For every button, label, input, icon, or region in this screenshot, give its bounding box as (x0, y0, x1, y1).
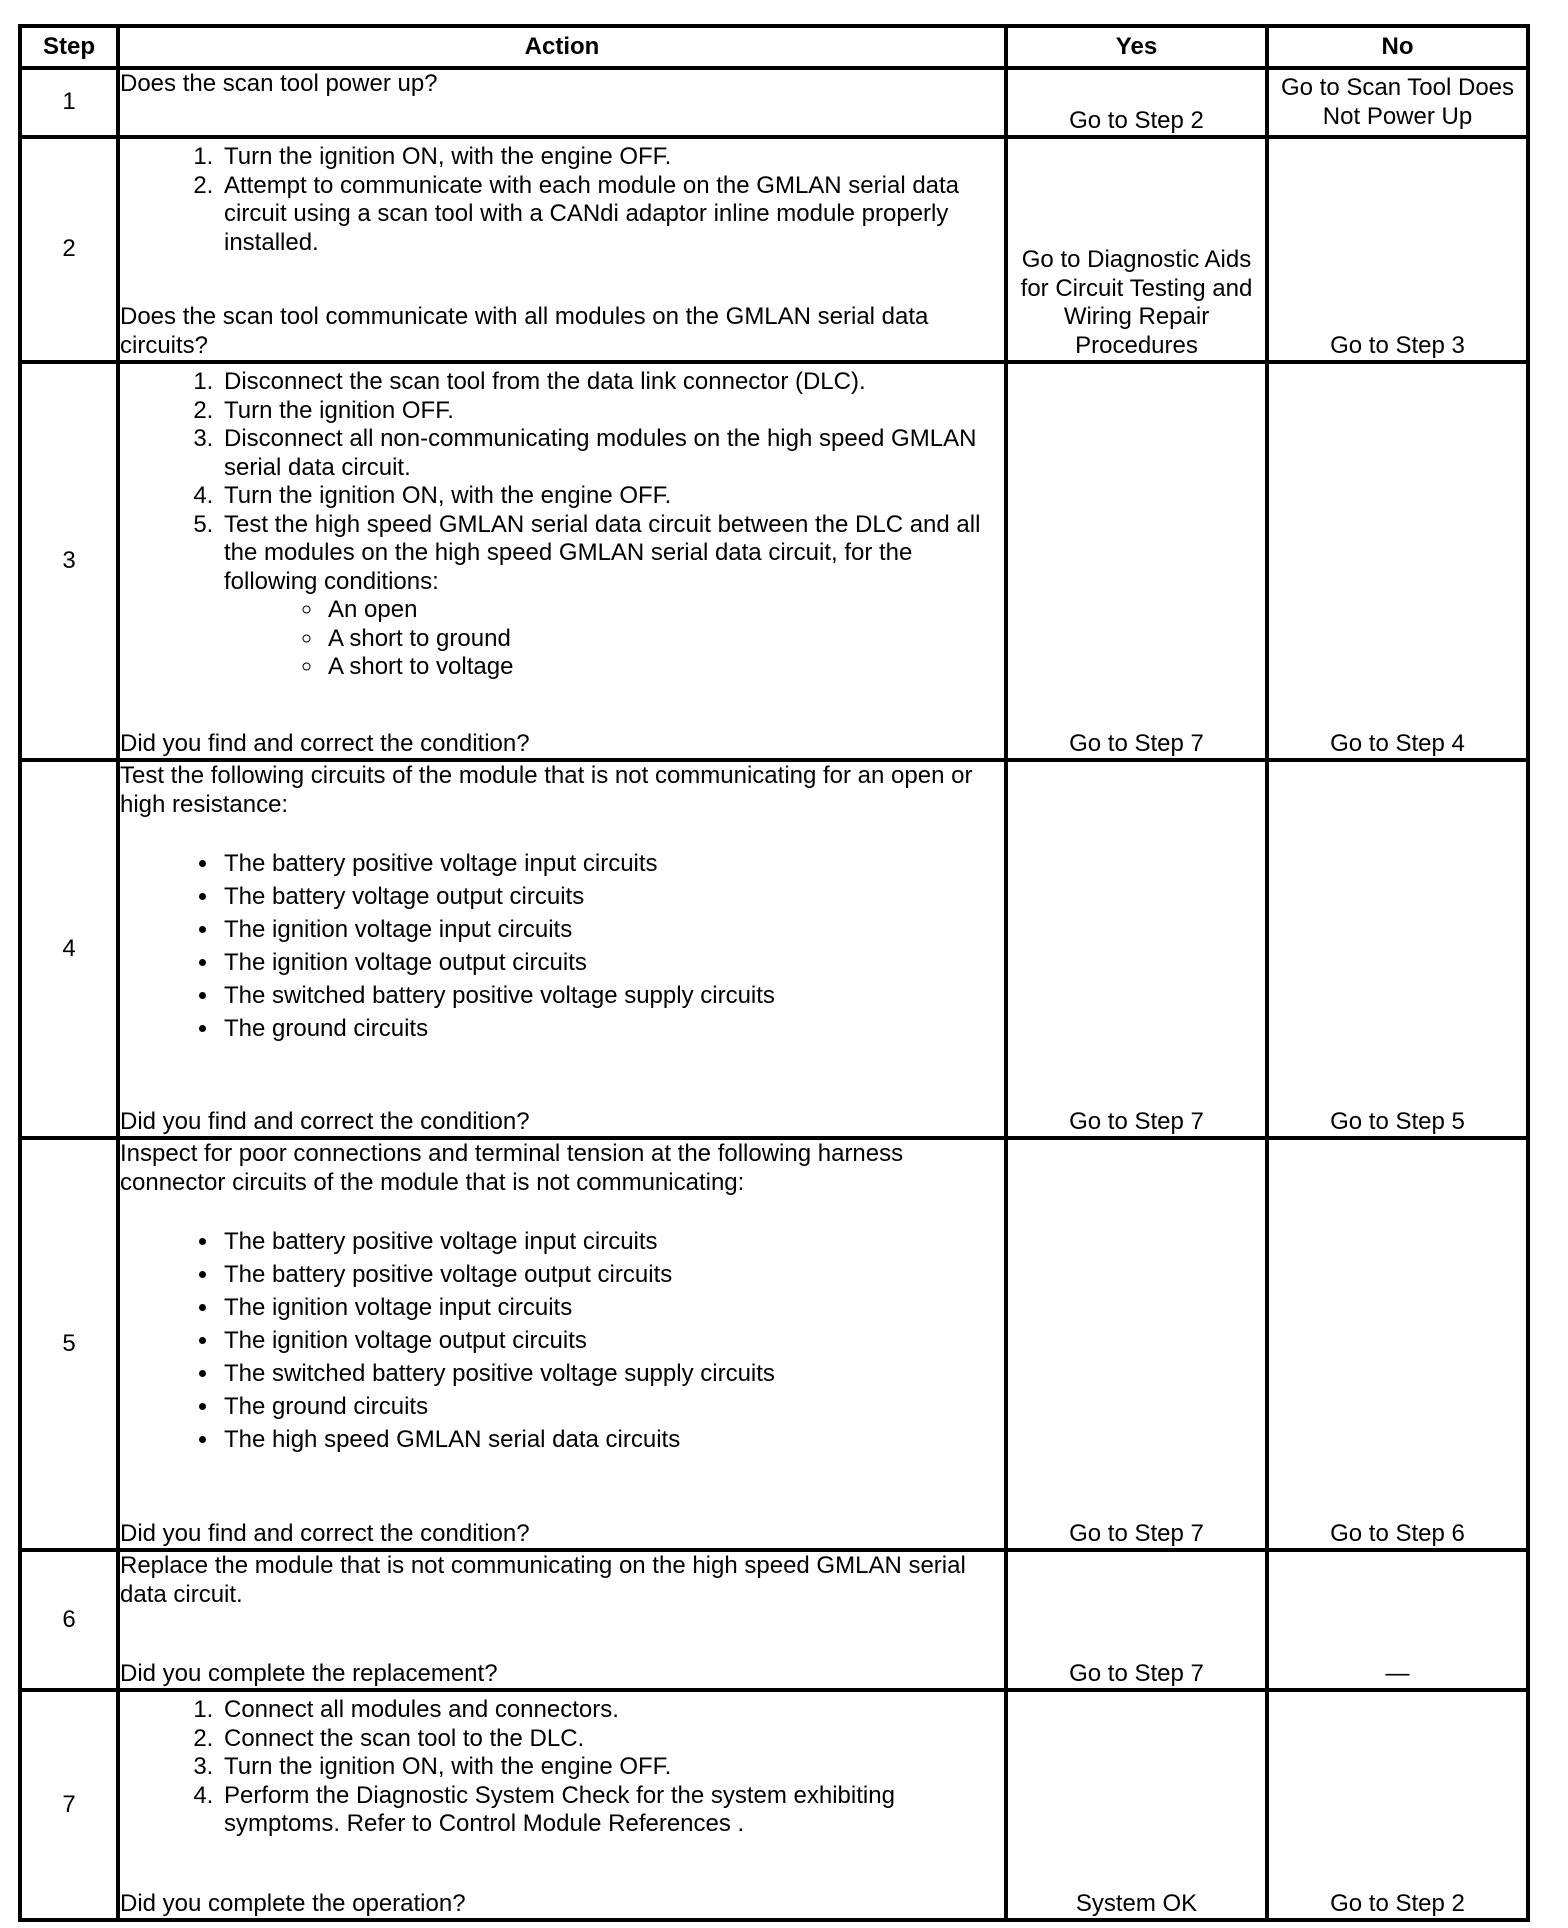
header-row (20, 26, 1528, 68)
step-action (118, 1138, 1006, 1550)
numbered-list (120, 368, 1004, 682)
bullet-item: • The ignition voltage input circuits (220, 1291, 1004, 1324)
step-number: 2 (20, 137, 118, 362)
condition-item: ◦ A short to ground (324, 625, 1004, 654)
step-question: Did you complete the operation? (120, 1889, 466, 1917)
yes-result: Go to Step 7 (1006, 1138, 1267, 1550)
step-row-2 (20, 137, 1528, 362)
condition-item: ◦ A short to voltage (324, 653, 1004, 682)
list-item: 4. Turn the ignition ON, with the engine OFF. (220, 482, 1004, 511)
step-number: 5 (20, 1138, 118, 1550)
step-row-7 (20, 1690, 1528, 1920)
numbered-list (120, 1696, 1004, 1839)
step-action (118, 1550, 1006, 1690)
yes-result: Go to Step 7 (1006, 1550, 1267, 1690)
header-yes: Yes (1006, 26, 1267, 68)
step-question: Does the scan tool power up? (120, 70, 438, 97)
step-row-5 (20, 1138, 1528, 1550)
list-item: 1. Disconnect the scan tool from the data link connector (DLC). (220, 368, 1004, 397)
bullet-item: • The ground circuits (220, 1390, 1004, 1423)
list-item: 1. Connect all modules and connectors. (220, 1696, 1004, 1725)
bullet-item: • The ignition voltage output circuits (220, 1324, 1004, 1357)
bullet-item: • The battery positive voltage input circuits (220, 1225, 1004, 1258)
step-action (118, 137, 1006, 362)
step-number: 7 (20, 1690, 118, 1920)
list-item: 3. Turn the ignition ON, with the engine OFF. (220, 1753, 1004, 1782)
step-action (118, 68, 1006, 137)
yes-result: Go to Diagnostic Aids for Circuit Testing and Wiring Repair Procedures (1006, 137, 1267, 362)
step-row-3 (20, 362, 1528, 760)
no-result: Go to Step 6 (1267, 1138, 1528, 1550)
list-item: 3. Disconnect all non-communicating modules on the high speed GMLAN serial data circuit. (220, 425, 1004, 482)
bullet-item: • The battery voltage output circuits (220, 880, 1004, 913)
step-question: Did you complete the replacement? (120, 1659, 498, 1687)
step-number: 6 (20, 1550, 118, 1690)
no-result: Go to Step 3 (1267, 137, 1528, 362)
step-number: 4 (20, 760, 118, 1138)
yes-result: Go to Step 2 (1006, 68, 1267, 137)
step-intro: Test the following circuits of the module that is not communicating for an open or high resistance: (120, 762, 973, 818)
no-result: Go to Step 2 (1267, 1690, 1528, 1920)
step-action (118, 760, 1006, 1138)
diagnostic-table (18, 24, 1530, 1922)
bullet-item: • The switched battery positive voltage supply circuits (220, 979, 1004, 1012)
no-result: Go to Step 4 (1267, 362, 1528, 760)
list-item: 2. Turn the ignition OFF. (220, 397, 1004, 426)
bullet-list (120, 847, 1004, 1045)
yes-result: Go to Step 7 (1006, 760, 1267, 1138)
step-action (118, 1690, 1006, 1920)
yes-result: System OK (1006, 1690, 1267, 1920)
bullet-item: • The switched battery positive voltage supply circuits (220, 1357, 1004, 1390)
step-number: 3 (20, 362, 118, 760)
condition-list (224, 596, 1004, 682)
bullet-item: • The ignition voltage input circuits (220, 913, 1004, 946)
header-action: Action (118, 26, 1006, 68)
list-item: 2. Connect the scan tool to the DLC. (220, 1725, 1004, 1754)
step-row-6 (20, 1550, 1528, 1690)
step-action (118, 362, 1006, 760)
bullet-item: • The high speed GMLAN serial data circuits (220, 1423, 1004, 1456)
step-question: Did you find and correct the condition? (120, 729, 530, 757)
bullet-item: • The battery positive voltage output circuits (220, 1258, 1004, 1291)
yes-result: Go to Step 7 (1006, 362, 1267, 760)
no-result: — (1267, 1550, 1528, 1690)
numbered-list (120, 143, 1004, 257)
no-result: Go to Scan Tool Does Not Power Up (1267, 68, 1528, 137)
step-row-4 (20, 760, 1528, 1138)
condition-item: ◦ An open (324, 596, 1004, 625)
step-question: Did you find and correct the condition? (120, 1519, 530, 1547)
list-item: 2. Attempt to communicate with each module on the GMLAN serial data circuit using a scan tool with a CANdi adaptor inline module properly installed. (220, 172, 1004, 258)
list-item-text: Test the high speed GMLAN serial data circuit between the DLC and all the modules on the high speed GMLAN serial data circuit, for the following conditions: (224, 510, 981, 595)
no-result: Go to Step 5 (1267, 760, 1528, 1138)
bullet-item: • The ignition voltage output circuits (220, 946, 1004, 979)
list-item: 4. Perform the Diagnostic System Check for the system exhibiting symptoms. Refer to Control Module References . (220, 1782, 1004, 1839)
list-item (220, 511, 1004, 682)
bullet-list (120, 1225, 1004, 1456)
bullet-item: • The battery positive voltage input circuits (220, 847, 1004, 880)
step-question: Did you find and correct the condition? (120, 1107, 530, 1135)
list-item: 1. Turn the ignition ON, with the engine OFF. (220, 143, 1004, 172)
bullet-item: • The ground circuits (220, 1012, 1004, 1045)
step-number: 1 (20, 68, 118, 137)
header-step: Step (20, 26, 118, 68)
step-intro: Inspect for poor connections and terminal tension at the following harness connector circuits of the module that is not communicating: (120, 1140, 904, 1196)
step-question: Does the scan tool communicate with all modules on the GMLAN serial data circuits? (120, 303, 929, 359)
step-intro: Replace the module that is not communicating on the high speed GMLAN serial data circuit. (120, 1552, 966, 1608)
header-no: No (1267, 26, 1528, 68)
step-row-1 (20, 68, 1528, 137)
